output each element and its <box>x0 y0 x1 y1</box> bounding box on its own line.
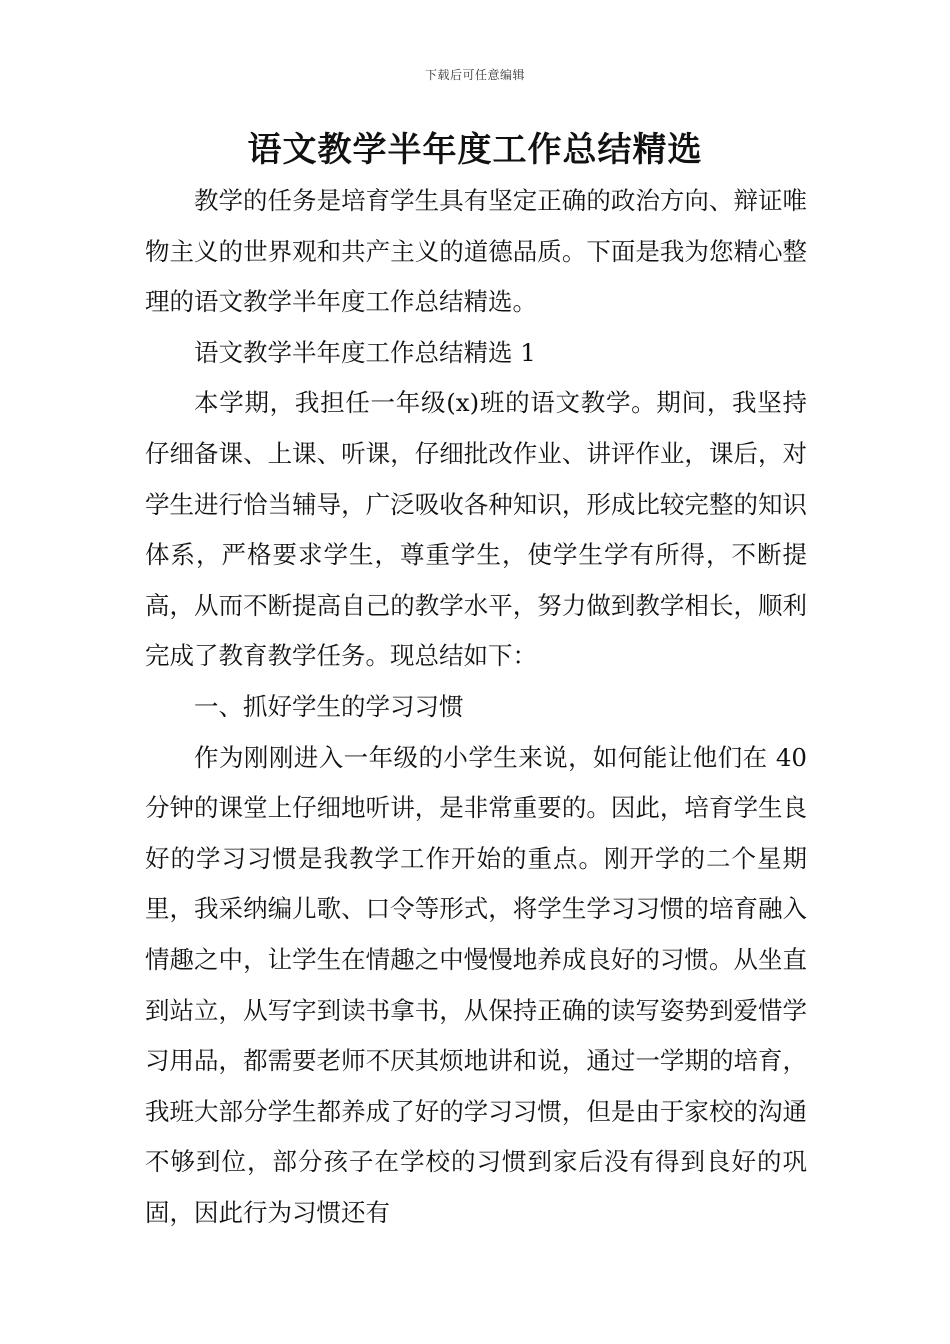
section-heading-1: 语文教学半年度工作总结精选 1 <box>194 337 536 367</box>
header-note: 下载后可任意编辑 <box>424 68 525 82</box>
subsection-heading: 一、抓好学生的学习习惯 <box>194 691 464 721</box>
body-paragraph: 本学期，我担任一年级(x)班的语文教学。期间，我坚持仔细备课、上课、听课，仔细批改作业、讲评作业，课后，对学生进行恰当辅导，广泛吸收各种知识，形成比较完整的知识体系，严格要求学生，尊重学生，使学生学有所得，不断提高，从而不断提高自己的教学水平，努力做到教学相长，顺利完成了教育教学任务。现总结如下： <box>145 388 807 671</box>
intro-paragraph: 教学的任务是培育学生具有坚定正确的政治方向、辩证唯物主义的世界观和共产主义的道德品质。下面是我为您精心整理的语文教学半年度工作总结精选。 <box>145 186 807 317</box>
document-title: 语文教学半年度工作总结精选 <box>247 130 703 170</box>
document-body <box>145 176 807 1238</box>
body-paragraph: 作为刚刚进入一年级的小学生来说，如何能让他们在 40 分钟的课堂上仔细地听讲，是非常重要的。因此，培育学生良好的学习习惯是我教学工作开始的重点。刚开学的二个星期里，我采纳编儿歌、口令等形式，将学生学习习惯的培育融入情趣之中，让学生在情趣之中慢慢地养成良好的习惯。从坐直到站立，从写字到读书拿书，从保持正确的读写姿势到爱惜学习用品，都需要老师不厌其烦地讲和说，通过一学期的培育，我班大部分学生都养成了好的学习习惯，但是由于家校的沟通不够到位，部分孩子在学校的习惯到家后没有得到良好的巩固，因此行为习惯还有 <box>145 742 807 1227</box>
